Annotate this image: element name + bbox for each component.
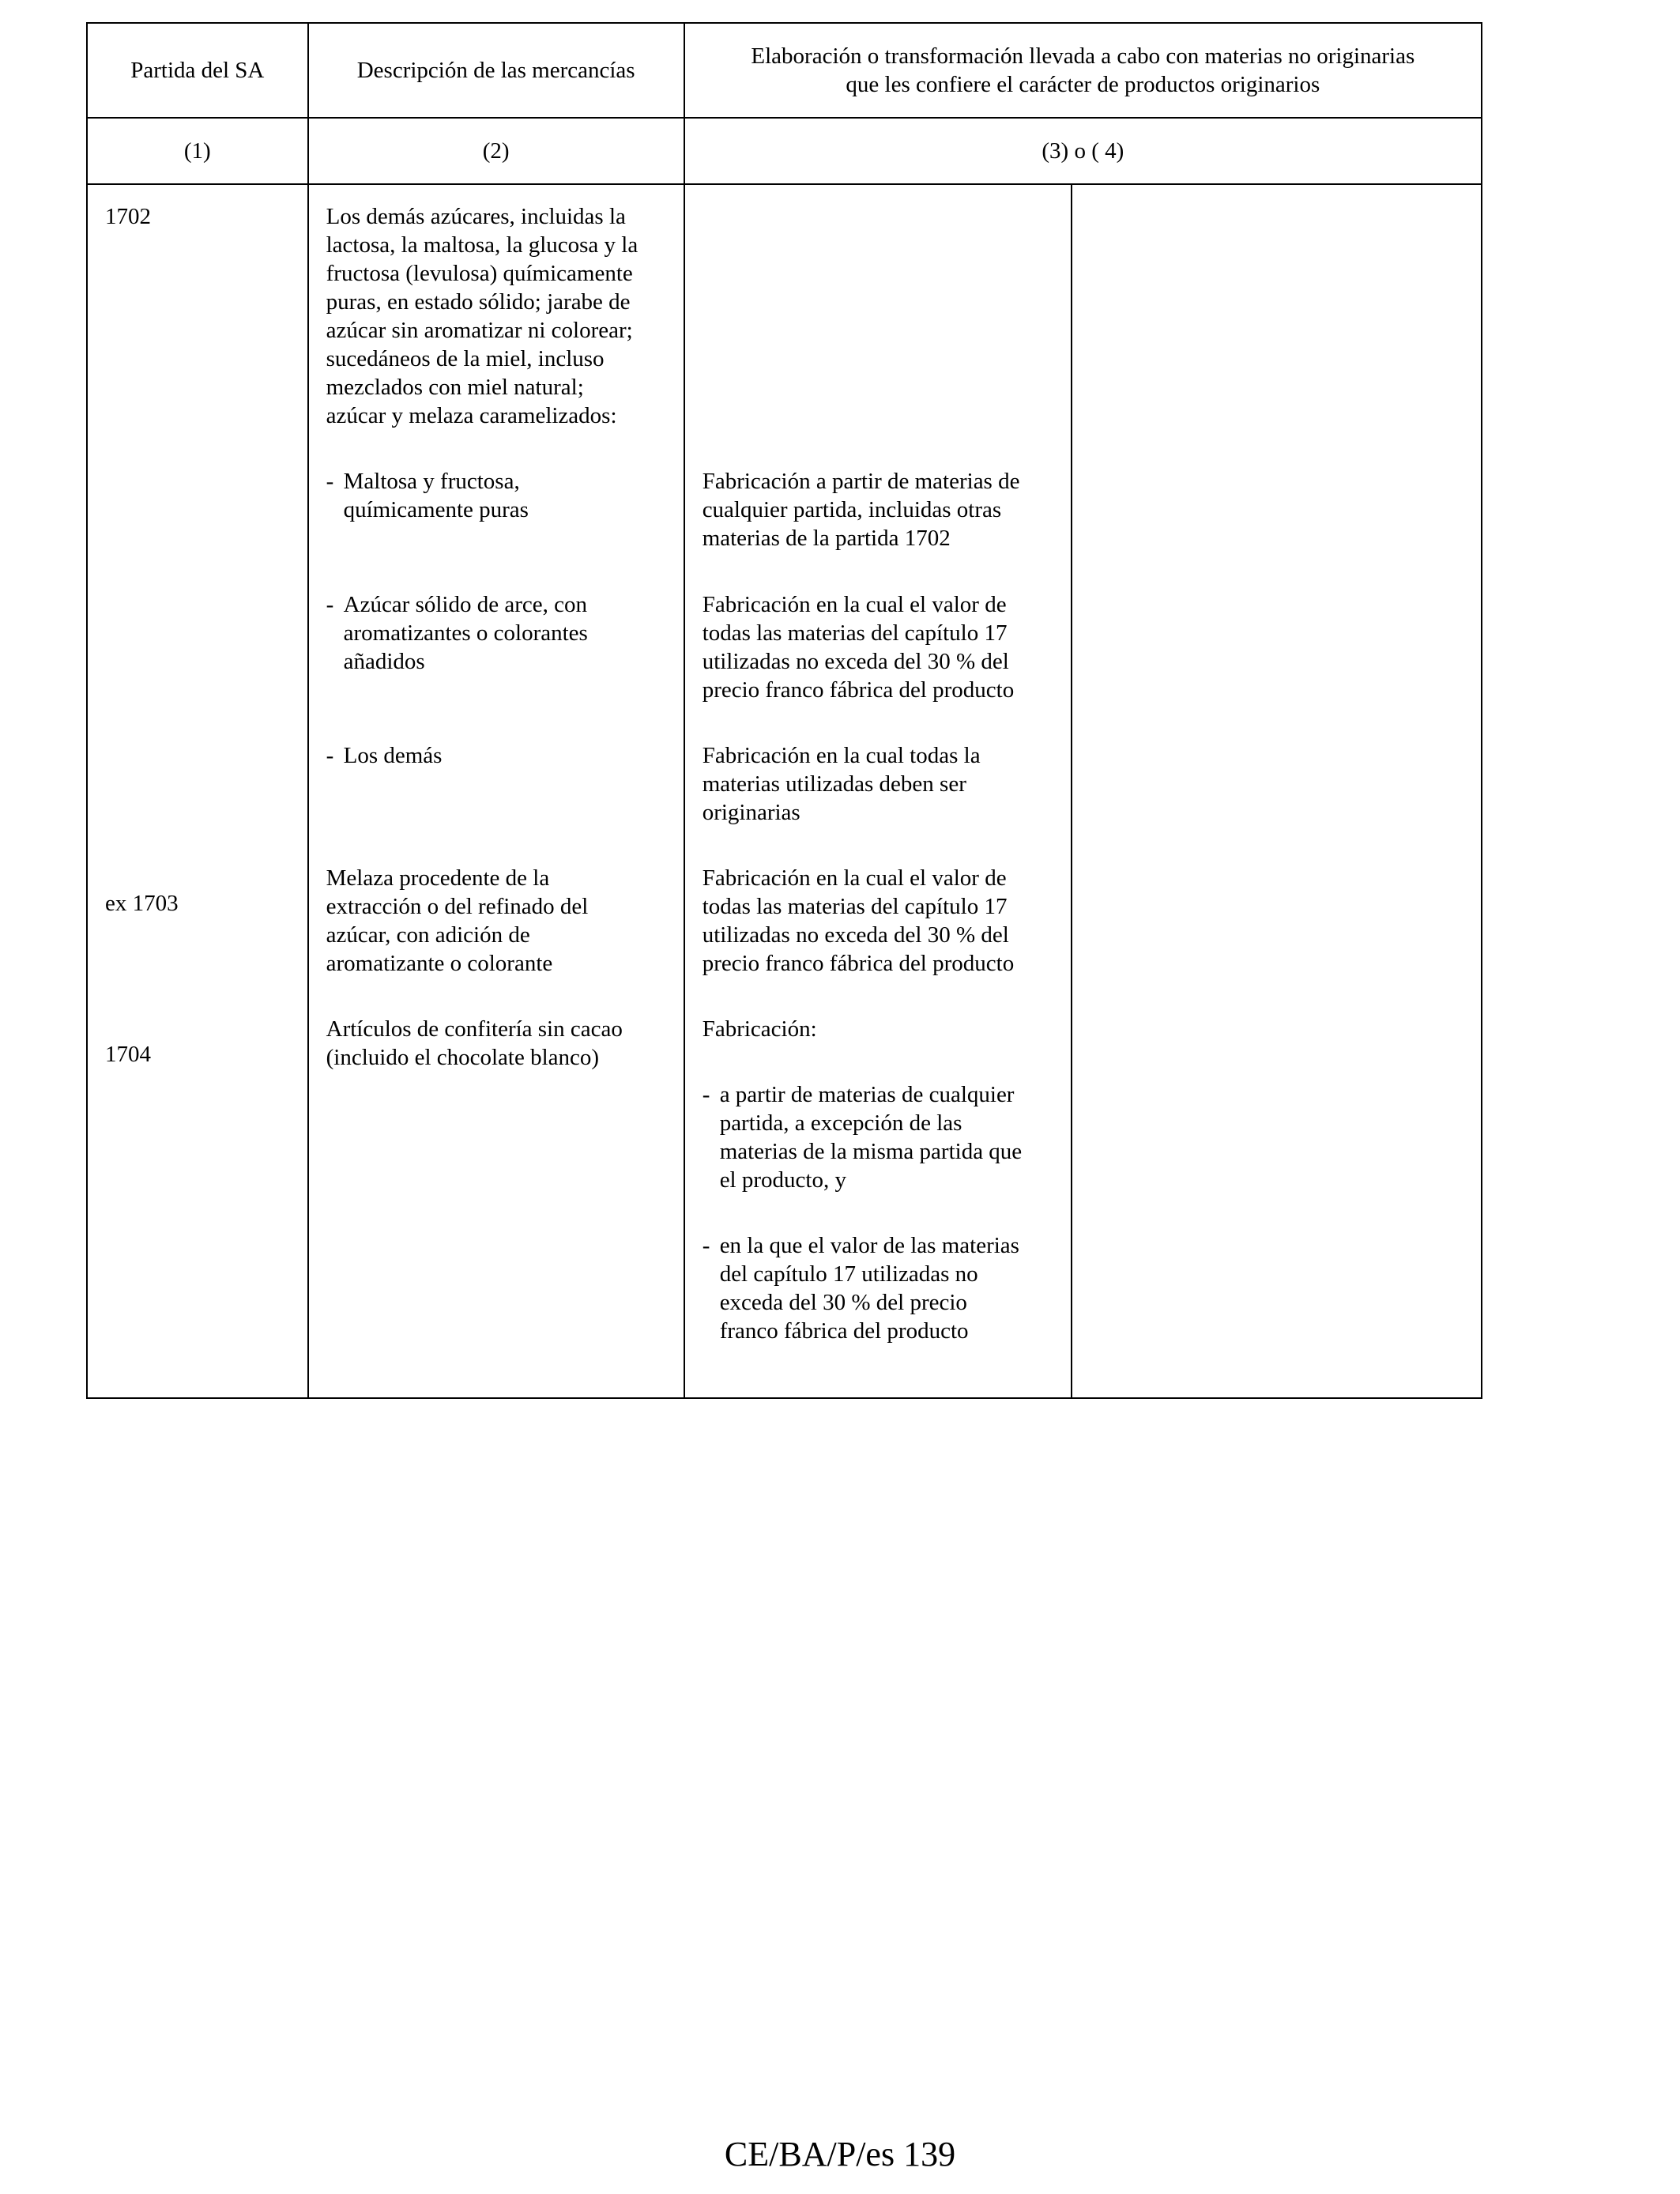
text-line: Fabricación en la cual todas la	[702, 743, 981, 768]
text-line: azúcar y melaza caramelizados:	[326, 403, 617, 428]
text-line: aromatizante o colorante	[326, 951, 553, 976]
text-line: materias utilizadas deben ser	[702, 771, 966, 797]
dash-bullet: -	[702, 1233, 710, 1258]
text-line: franco fábrica del producto	[719, 1318, 969, 1344]
text-line: fructosa (levulosa) químicamente	[326, 261, 633, 286]
text-line: Los demás azúcares, incluidas la	[326, 204, 626, 229]
column-number-row	[87, 118, 1482, 184]
text-line: extracción o del refinado del	[326, 894, 589, 919]
code-ex-1703: ex 1703	[105, 891, 179, 916]
text-line: Fabricación en la cual el valor de	[702, 865, 1007, 891]
text-line: partida, a excepción de las	[719, 1110, 962, 1136]
text-line: todas las materias del capítulo 17	[702, 894, 1008, 919]
codes-cell	[87, 184, 308, 1398]
desc-1704	[326, 1015, 666, 1072]
alternate-rules-cell	[1072, 184, 1482, 1398]
text-line: mezclados con miel natural;	[326, 375, 584, 400]
rule-1704-intro: Fabricación:	[702, 1016, 817, 1042]
desc-ex-1703	[326, 864, 666, 978]
rule-1702-los-demas	[703, 741, 1053, 827]
text-line: todas las materias del capítulo 17	[702, 620, 1008, 646]
text-line: cualquier partida, incluidas otras	[702, 497, 1002, 522]
dash-bullet: -	[702, 1082, 710, 1107]
dash-bullet: -	[326, 592, 334, 617]
page-footer-reference: CE/BA/P/es 139	[724, 2135, 956, 2173]
rules-cell	[684, 184, 1072, 1398]
text-line: Melaza procedente de la	[326, 865, 550, 891]
text-line: Fabricación a partir de materias de	[702, 469, 1020, 494]
text-line: Artículos de confitería sin cacao	[326, 1016, 623, 1042]
rule-1704-item-1	[703, 1080, 1053, 1194]
header-working-line1: Elaboración o transformación llevada a cabo con materias no originarias	[751, 43, 1415, 69]
text-line: exceda del 30 % del precio	[719, 1290, 967, 1315]
text-line: puras, en estado sólido; jarabe de	[326, 289, 631, 315]
rule-ex-1703	[703, 864, 1053, 978]
descriptions-cell	[308, 184, 684, 1398]
desc-1702	[326, 202, 666, 430]
header-working-line2: que les confiere el carácter de productos originarios	[846, 72, 1320, 97]
column-number-1: (1)	[87, 118, 308, 184]
header-row	[87, 23, 1482, 118]
header-hs-heading: Partida del SA	[87, 23, 308, 118]
text-line: Fabricación en la cual el valor de	[702, 592, 1007, 617]
text-line: azúcar, con adición de	[326, 922, 530, 948]
text-line: Azúcar sólido de arce, con	[343, 592, 588, 617]
text-line: (incluido el chocolate blanco)	[326, 1045, 600, 1070]
text-line: utilizadas no exceda del 30 % del	[702, 922, 1009, 948]
header-working-processing	[684, 23, 1482, 118]
text-line: precio franco fábrica del producto	[702, 677, 1015, 703]
text-line: utilizadas no exceda del 30 % del	[702, 649, 1009, 674]
text-line: el producto, y	[719, 1167, 846, 1193]
dash-bullet: -	[326, 469, 334, 494]
text-line: originarias	[702, 800, 800, 825]
code-1704: 1704	[105, 1042, 151, 1067]
text-line: Los demás	[343, 743, 443, 768]
table-body-row	[87, 184, 1482, 1398]
code-1702: 1702	[105, 204, 151, 229]
text-line: en la que el valor de las materias	[719, 1233, 1019, 1258]
header-description: Descripción de las mercancías	[308, 23, 684, 118]
text-line: precio franco fábrica del producto	[702, 951, 1015, 976]
column-number-3-4: (3) o ( 4)	[684, 118, 1482, 184]
text-line: sucedáneos de la miel, incluso	[326, 346, 605, 371]
text-line: aromatizantes o colorantes	[343, 620, 588, 646]
text-line: añadidos	[343, 649, 425, 674]
dash-bullet: -	[326, 743, 334, 768]
text-line: materias de la misma partida que	[719, 1139, 1023, 1164]
column-number-2: (2)	[308, 118, 684, 184]
desc-1702-sub-maltosa	[326, 467, 666, 562]
desc-1702-sub-los-demas	[326, 741, 666, 827]
text-line: del capítulo 17 utilizadas no	[719, 1261, 978, 1287]
text-line: Maltosa y fructosa,	[343, 469, 520, 494]
rule-1702-maltosa	[703, 467, 1053, 552]
rule-1702-arce	[703, 590, 1053, 704]
rules-table	[86, 22, 1482, 1399]
desc-1702-sub-arce	[326, 590, 666, 704]
text-line: a partir de materias de cualquier	[719, 1082, 1015, 1107]
text-line: lactosa, la maltosa, la glucosa y la	[326, 232, 638, 258]
text-line: materias de la partida 1702	[702, 526, 951, 551]
rule-1704-item-2	[703, 1231, 1053, 1345]
text-line: azúcar sin aromatizar ni colorear;	[326, 318, 633, 343]
text-line: químicamente puras	[343, 497, 529, 522]
